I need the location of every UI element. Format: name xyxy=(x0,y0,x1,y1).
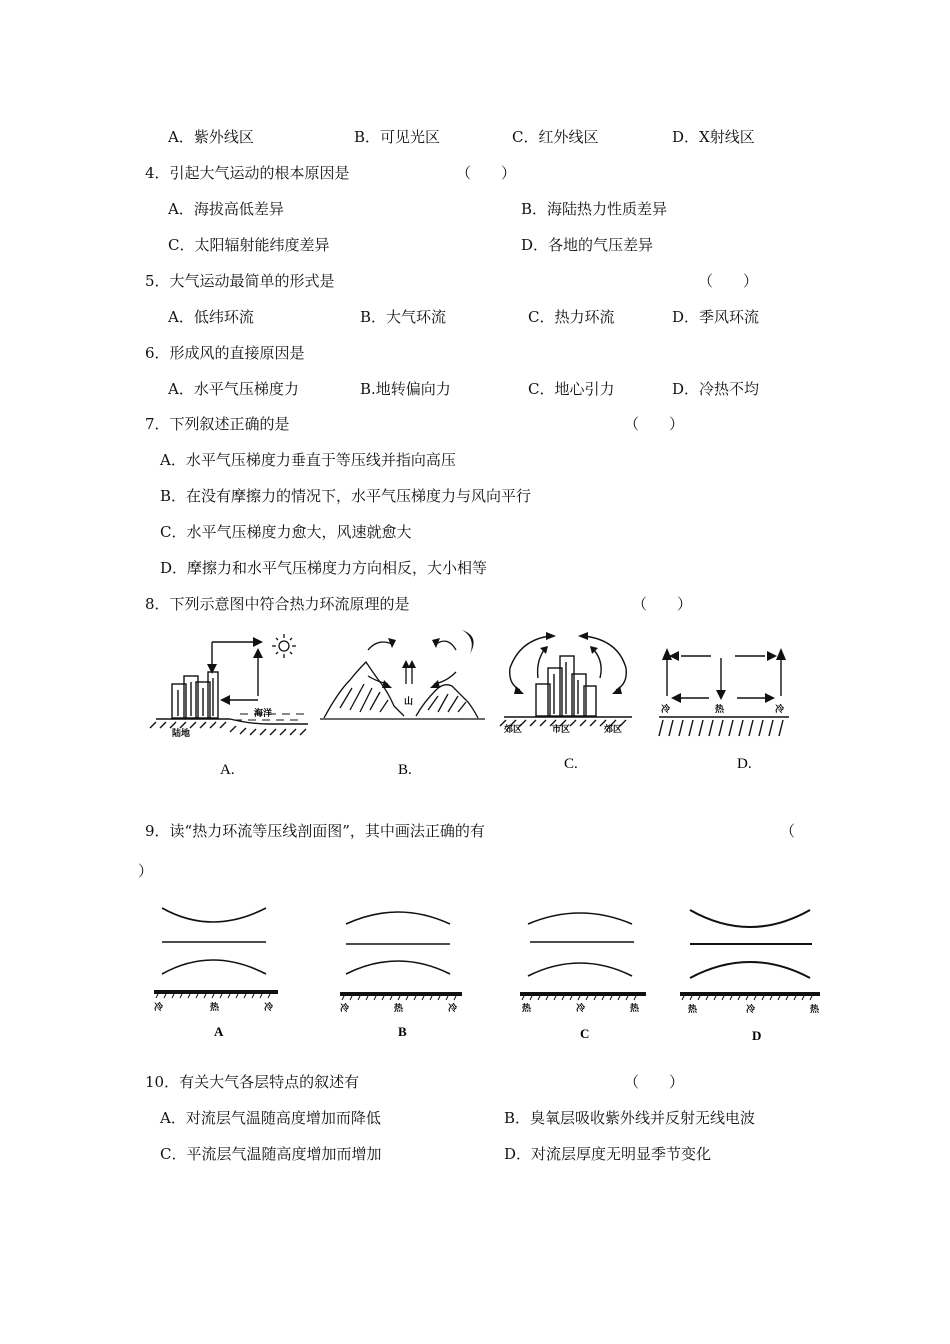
q5-answer-blank: （ ） xyxy=(698,272,759,290)
q3-option-a: A．紫外线区 xyxy=(168,128,254,146)
q4-option-a: A．海拔高低差异 xyxy=(168,200,284,218)
q9b-caption: B xyxy=(398,1024,407,1039)
q8d-label-mid: 热 xyxy=(715,705,725,715)
q4-option-d: D．各地的气压差异 xyxy=(521,236,654,254)
q9c-label-right: 热 xyxy=(630,1004,640,1014)
q9c-label-mid: 冷 xyxy=(576,1004,586,1014)
q8a-caption: A. xyxy=(220,762,235,778)
q4-answer-blank: （ ） xyxy=(456,164,517,182)
q9-answer-blank-open: （ xyxy=(780,822,796,840)
q9a-caption: A xyxy=(214,1024,224,1039)
q9b-label-mid: 热 xyxy=(394,1004,404,1014)
q6-option-b: B.地转偏向力 xyxy=(360,380,451,398)
q10-option-c: C．平流层气温随高度增加而增加 xyxy=(160,1145,382,1163)
q8a-label-sea: 海洋 xyxy=(254,709,273,719)
q8-answer-blank: （ ） xyxy=(632,595,693,613)
q8d-label-right: 冷 xyxy=(775,705,785,715)
q9c-caption: C xyxy=(580,1026,590,1041)
q10-stem: 10．有关大气各层特点的叙述有 xyxy=(145,1073,360,1091)
q8b-caption: B. xyxy=(398,762,412,778)
q3-option-c: C．红外线区 xyxy=(512,128,599,146)
q9-answer-blank-close: ） xyxy=(138,862,154,880)
q10-option-a: A．对流层气温随高度增加而降低 xyxy=(160,1109,381,1127)
q9d-label-right: 热 xyxy=(810,1005,820,1015)
q6-option-a: A．水平气压梯度力 xyxy=(168,380,299,398)
q3-option-d: D．X射线区 xyxy=(672,128,755,146)
q9c-label-left: 热 xyxy=(522,1004,532,1014)
q8c-label-suburb-right: 郊区 xyxy=(604,725,623,735)
q5-option-b: B．大气环流 xyxy=(360,308,447,326)
q3-option-b: B．可见光区 xyxy=(354,128,441,146)
q8c-label-city: 市区 xyxy=(552,725,571,735)
q4-option-c: C．太阳辐射能纬度差异 xyxy=(168,236,330,254)
q9-figure-d xyxy=(678,900,828,1043)
q5-option-a: A．低纬环流 xyxy=(168,308,254,326)
q9d-label-left: 热 xyxy=(688,1005,698,1015)
q8-figure-a xyxy=(150,632,310,782)
q6-stem: 6．形成风的直接原因是 xyxy=(145,344,305,362)
q8-stem: 8．下列示意图中符合热力环流原理的是 xyxy=(145,595,410,613)
q9a-label-left: 冷 xyxy=(154,1003,164,1013)
q9a-label-right: 冷 xyxy=(264,1003,274,1013)
q8a-label-land: 陆地 xyxy=(172,729,191,739)
q5-stem: 5．大气运动最简单的形式是 xyxy=(145,272,335,290)
q7-option-b: B．在没有摩擦力的情况下，水平气压梯度力与风向平行 xyxy=(160,487,532,505)
q6-option-d: D．冷热不均 xyxy=(672,380,760,398)
q4-stem: 4．引起大气运动的根本原因是 xyxy=(145,164,350,182)
q9-stem: 9．读“热力环流等压线剖面图”，其中画法正确的有 xyxy=(145,822,485,840)
q8-figure-b xyxy=(320,624,490,782)
q8b-label-mountain: 山 xyxy=(404,697,414,707)
q10-answer-blank: （ ） xyxy=(624,1073,685,1091)
q9b-label-left: 冷 xyxy=(340,1004,350,1014)
q9d-caption: D xyxy=(752,1028,762,1043)
q7-option-c: C．水平气压梯度力愈大，风速就愈大 xyxy=(160,523,412,541)
q9-figure-c xyxy=(518,900,658,1040)
q8d-label-left: 冷 xyxy=(661,705,671,715)
q5-option-c: C．热力环流 xyxy=(528,308,615,326)
q9-figure-a xyxy=(150,900,290,1040)
q9-figure-b xyxy=(336,900,476,1040)
q8-figure-d xyxy=(655,640,795,778)
q4-option-b: B．海陆热力性质差异 xyxy=(521,200,668,218)
q8d-caption: D. xyxy=(737,756,752,772)
q9b-label-right: 冷 xyxy=(448,1004,458,1014)
q9d-label-mid: 冷 xyxy=(746,1005,756,1015)
q8-figure-c xyxy=(500,628,640,778)
q7-answer-blank: （ ） xyxy=(624,415,685,433)
q7-option-d: D．摩擦力和水平气压梯度力方向相反，大小相等 xyxy=(160,559,488,577)
q8c-label-suburb-left: 郊区 xyxy=(504,725,523,735)
q10-option-b: B．臭氧层吸收紫外线并反射无线电波 xyxy=(504,1109,756,1127)
q9a-label-mid: 热 xyxy=(210,1003,220,1013)
q7-stem: 7．下列叙述正确的是 xyxy=(145,415,290,433)
q5-option-d: D．季风环流 xyxy=(672,308,760,326)
q6-option-c: C．地心引力 xyxy=(528,380,615,398)
q10-option-d: D．对流层厚度无明显季节变化 xyxy=(504,1145,712,1163)
q8c-caption: C. xyxy=(564,756,578,772)
q7-option-a: A．水平气压梯度力垂直于等压线并指向高压 xyxy=(160,451,456,469)
